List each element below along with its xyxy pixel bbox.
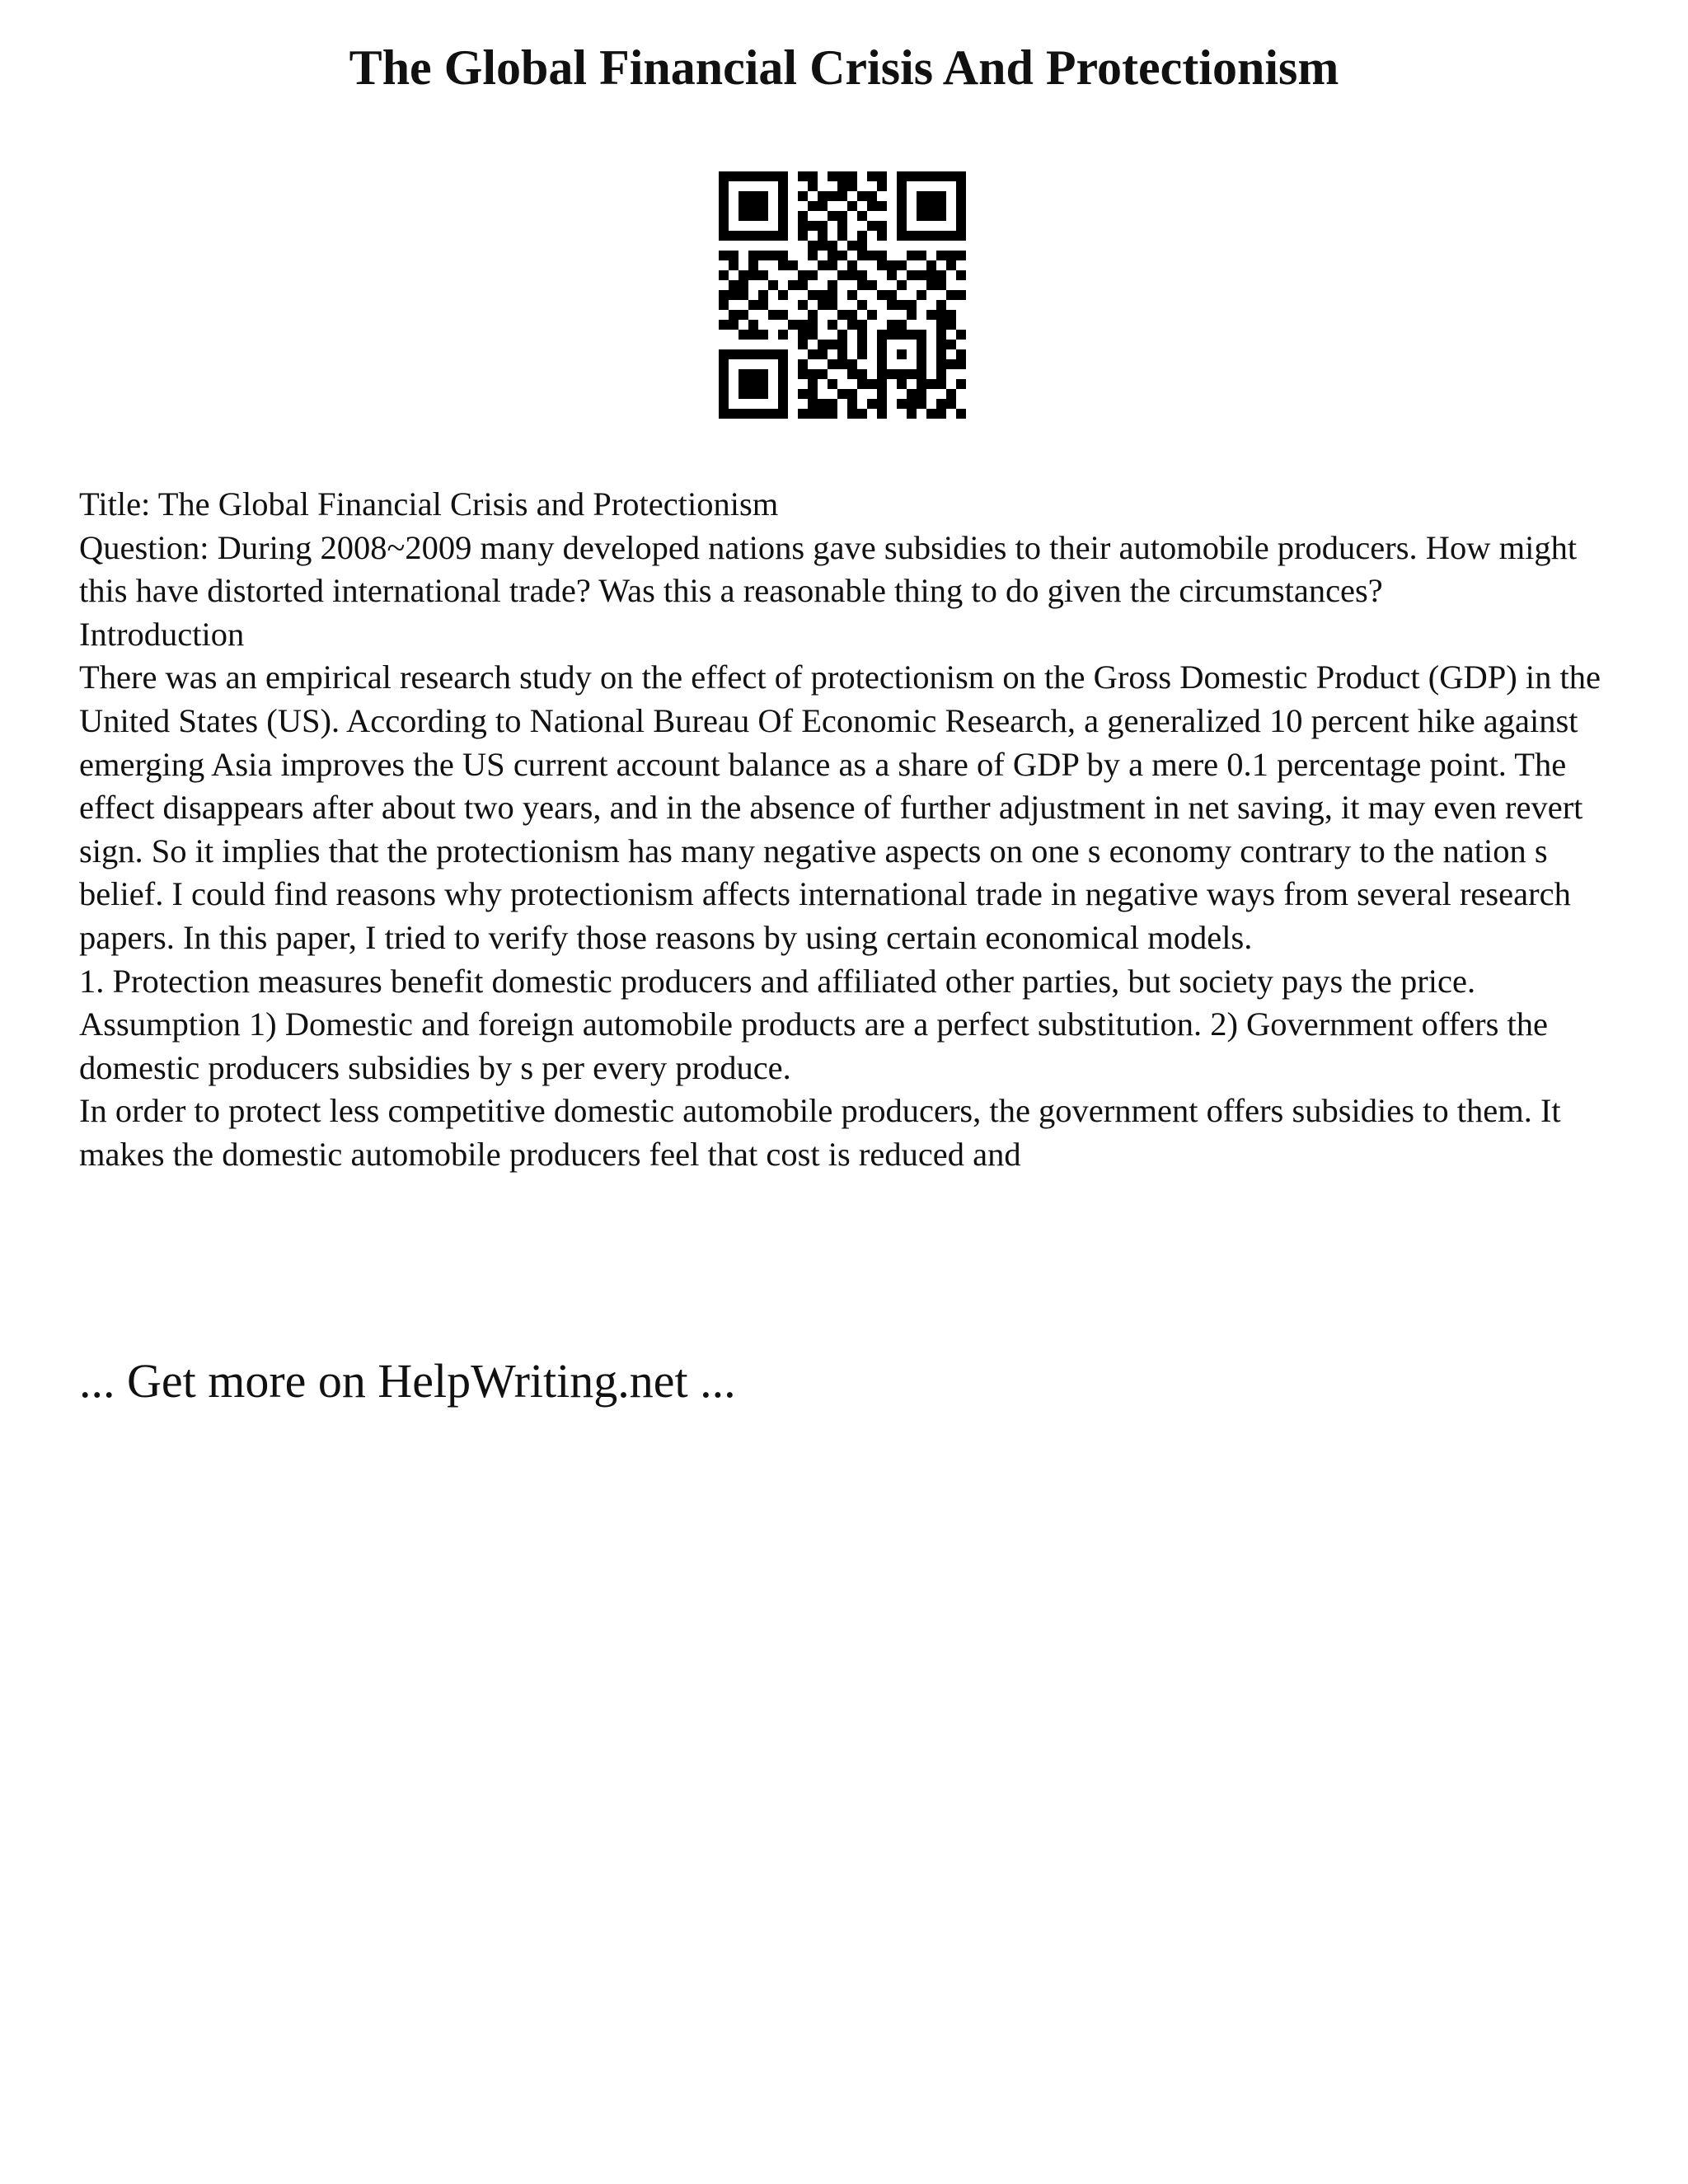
paragraph-title-line: Title: The Global Financial Crisis and Protectionism [79,485,779,523]
paragraph-introduction-heading: Introduction [79,615,245,653]
paragraph-introduction-body: There was an empirical research study on the effect of protectionism on the Gross Domestic Product (GDP) in the United States (US). According to National Bureau Of Economic Research, a generalized 10 percent hike against emerging Asia improves the US current account balance as a share of GDP by a mere 0.1 percentage point. The effect disappears after about two years, and in the absence of further adjustment in net saving, it may even revert sign. So it implies that the protectionism has many negative aspects on one s economy contrary to the nation s belief. I could find reasons why protectionism affects international trade in negative ways from several research papers. In this paper, I tried to verify those reasons by using certain economical models. [79,658,1601,956]
get-more-link[interactable]: ... Get more on HelpWriting.net ... [79,1354,736,1408]
qr-code-icon [719,171,966,419]
paragraph-subsidies: In order to protect less competitive domestic automobile producers, the government offers subsidies to them. It makes the domestic automobile producers feel that cost is reduced and [79,1092,1561,1173]
paragraph-assumption: Assumption 1) Domestic and foreign automobile products are a perfect substitution. 2) Government offers the domestic producers subsidies by s per every produce. [79,1005,1548,1086]
paragraph-point-1: 1. Protection measures benefit domestic producers and affiliated other parties, but society pays the price. [79,962,1476,1000]
document-body [79,483,1629,1177]
document-title: The Global Financial Crisis And Protectionism [349,40,1339,95]
paragraph-question: Question: During 2008~2009 many developed nations gave subsidies to their automobile producers. How might this have distorted international trade? Was this a reasonable thing to do given the circumstances? [79,528,1578,610]
